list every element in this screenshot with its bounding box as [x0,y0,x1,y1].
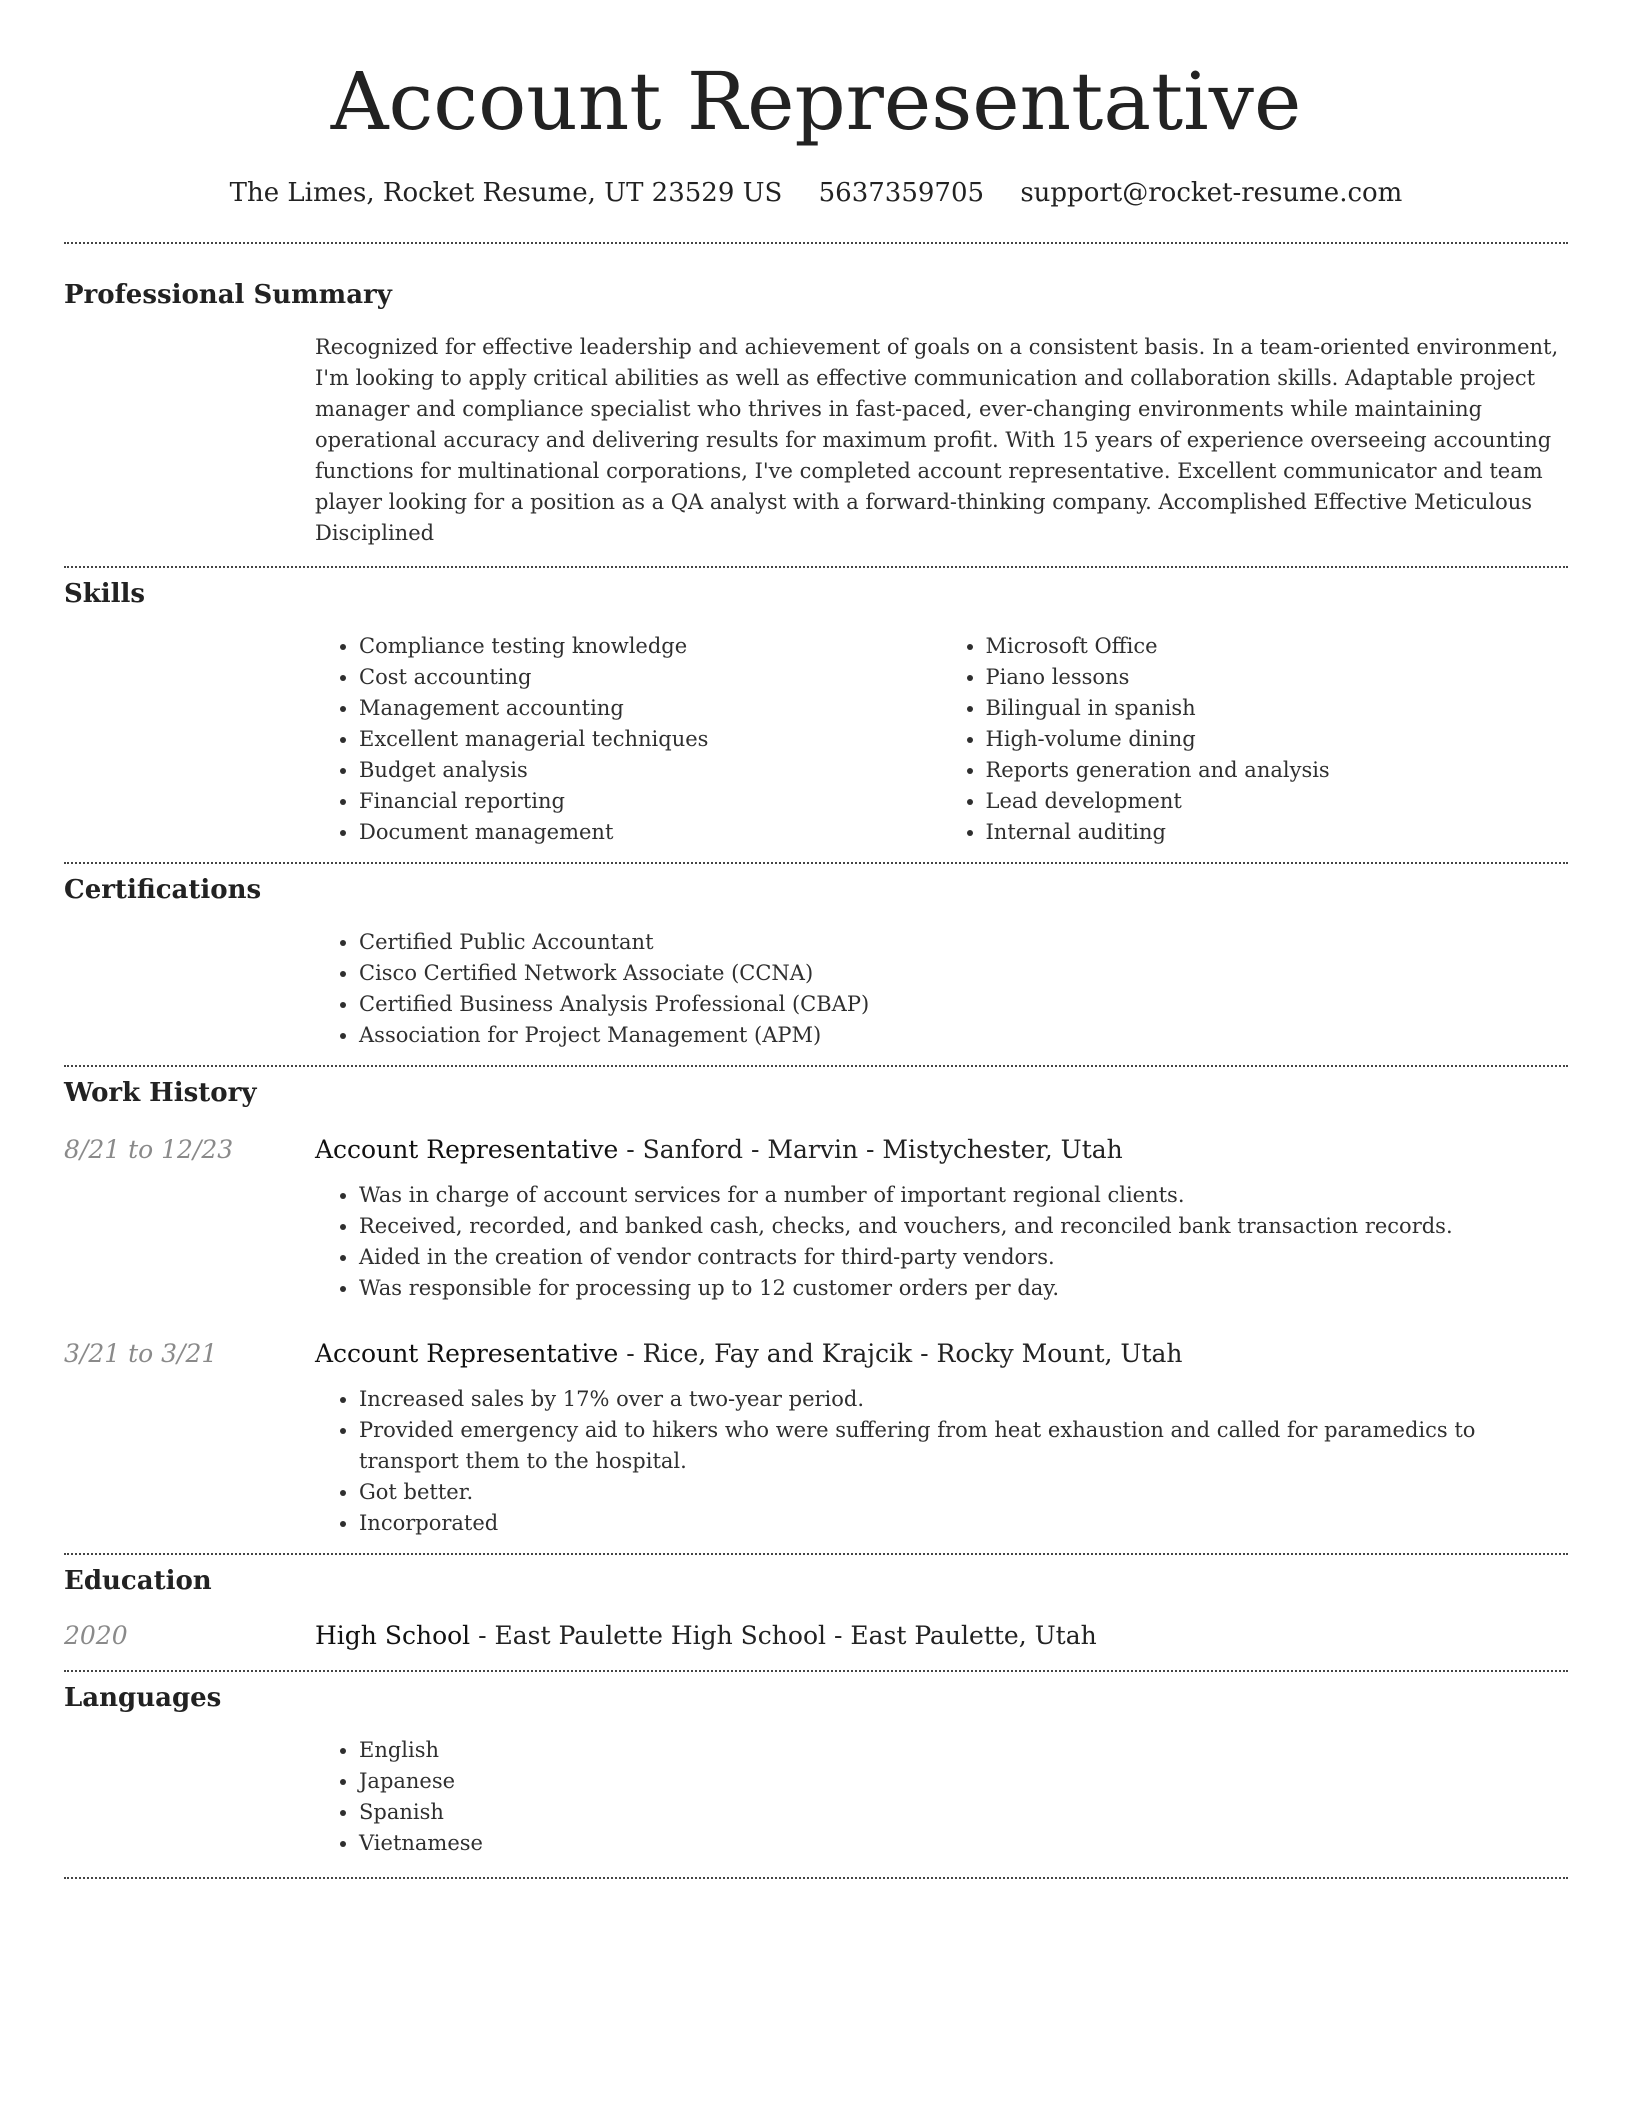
section-title-education: Education [64,1566,212,1596]
skill-item: • Management accounting [359,693,942,724]
skill-item: • Microsoft Office [986,631,1569,662]
summary-text: Recognized for effective leadership and achievement of goals on a consistent basis. In a team-oriented environment, I'm looking to apply critical abilities as well as effective communication and collaboration skills. Adaptable project manager and compliance specialist who thrives in fast-paced, ever-changing environments while maintaining operational accuracy and delivering results for maximum profit. With 15 years of experience overseeing accounting functions for multinational corporations, I've completed account representative. Excellent communicator and team player looking for a position as a QA analyst with a forward-thinking company. Accomplished Effective Meticulous Disciplined [315,335,1559,545]
divider [64,862,1568,864]
job-dates: 3/21 to 3/21 [64,1339,218,1368]
education-title [315,1620,1097,1652]
job-bullets [315,1384,1568,1539]
section-title-certifications: Certifications [64,875,262,905]
languages-list [315,1735,1568,1859]
certifications-section [64,875,1568,1051]
job-title [315,1134,1123,1166]
job-bullet: • Was responsible for processing up to 12 customer orders per day. [359,1273,1568,1304]
skill-item: • Internal auditing [986,817,1569,848]
divider [64,1877,1568,1879]
summary-section [64,280,1568,549]
job-entry [64,1338,1568,1539]
contact-address: The Limes, Rocket Resume, UT 23529 US [229,178,783,208]
divider [64,566,1568,568]
job-bullet: • Incorporated [359,1508,1568,1539]
certification-item: • Cisco Certified Network Associate (CCNA) [359,958,1568,989]
language-item: • Vietnamese [359,1828,1568,1859]
job-role: Account Representative [315,1135,619,1164]
job-bullet: • Received, recorded, and banked cash, checks, and vouchers, and reconciled bank transaction records. [359,1211,1568,1242]
certification-item: • Certified Business Analysis Professional (CBAP) [359,989,1568,1020]
job-title [315,1338,1183,1370]
divider [64,1670,1568,1672]
divider [64,1553,1568,1555]
education-details: - East Paulette High School - East Paulette, Utah [470,1621,1097,1650]
job-bullet: • Got better. [359,1477,1568,1508]
skill-item: • Document management [359,817,942,848]
skill-item: • Budget analysis [359,755,942,786]
language-item: • Japanese [359,1766,1568,1797]
education-section [64,1566,1568,1652]
skill-item: • Excellent managerial techniques [359,724,942,755]
skill-item: • Financial reporting [359,786,942,817]
contact-email: support@rocket-resume.com [1020,178,1403,208]
certification-item: • Certified Public Accountant [359,927,1568,958]
contact-phone: 5637359705 [818,178,985,208]
skill-item: • Cost accounting [359,662,942,693]
skill-item: • Bilingual in spanish [986,693,1569,724]
skill-item: • Lead development [986,786,1569,817]
job-bullet: • Increased sales by 17% over a two-year period. [359,1384,1568,1415]
skills-section [64,579,1568,848]
skills-list-right [942,631,1569,848]
certification-item: • Association for Project Management (APM) [359,1020,1568,1051]
skill-item: • Piano lessons [986,662,1569,693]
language-item: • English [359,1735,1568,1766]
contact-line [64,178,1568,208]
language-item: • Spanish [359,1797,1568,1828]
job-bullet: • Aided in the creation of vendor contracts for third-party vendors. [359,1242,1568,1273]
candidate-name: Account Representative [330,55,1302,148]
job-bullet: • Provided emergency aid to hikers who were suffering from heat exhaustion and called for paramedics to transport them to the hospital. [359,1415,1568,1477]
certifications-list [315,927,1568,1051]
skill-item: • Reports generation and analysis [986,755,1569,786]
divider [64,242,1568,244]
job-role: Account Representative [315,1339,619,1368]
education-year: 2020 [64,1621,128,1650]
skill-item: • Compliance testing knowledge [359,631,942,662]
skills-list-left [315,631,942,848]
job-bullets [315,1180,1568,1304]
job-details: - Rice, Fay and Krajcik - Rocky Mount, Utah [618,1339,1183,1368]
work-history-section [64,1078,1568,1539]
languages-section [64,1683,1568,1859]
section-title-summary: Professional Summary [64,280,392,310]
education-degree: High School [315,1621,471,1650]
job-entry [64,1134,1568,1304]
divider [64,1065,1568,1067]
resume-page [64,0,1568,1879]
section-title-languages: Languages [64,1683,222,1713]
job-bullet: • Was in charge of account services for a number of important regional clients. [359,1180,1568,1211]
job-details: - Sanford - Marvin - Mistychester, Utah [618,1135,1123,1164]
job-dates: 8/21 to 12/23 [64,1135,234,1164]
skill-item: • High-volume dining [986,724,1569,755]
section-title-work-history: Work History [64,1078,257,1108]
section-title-skills: Skills [64,579,146,609]
